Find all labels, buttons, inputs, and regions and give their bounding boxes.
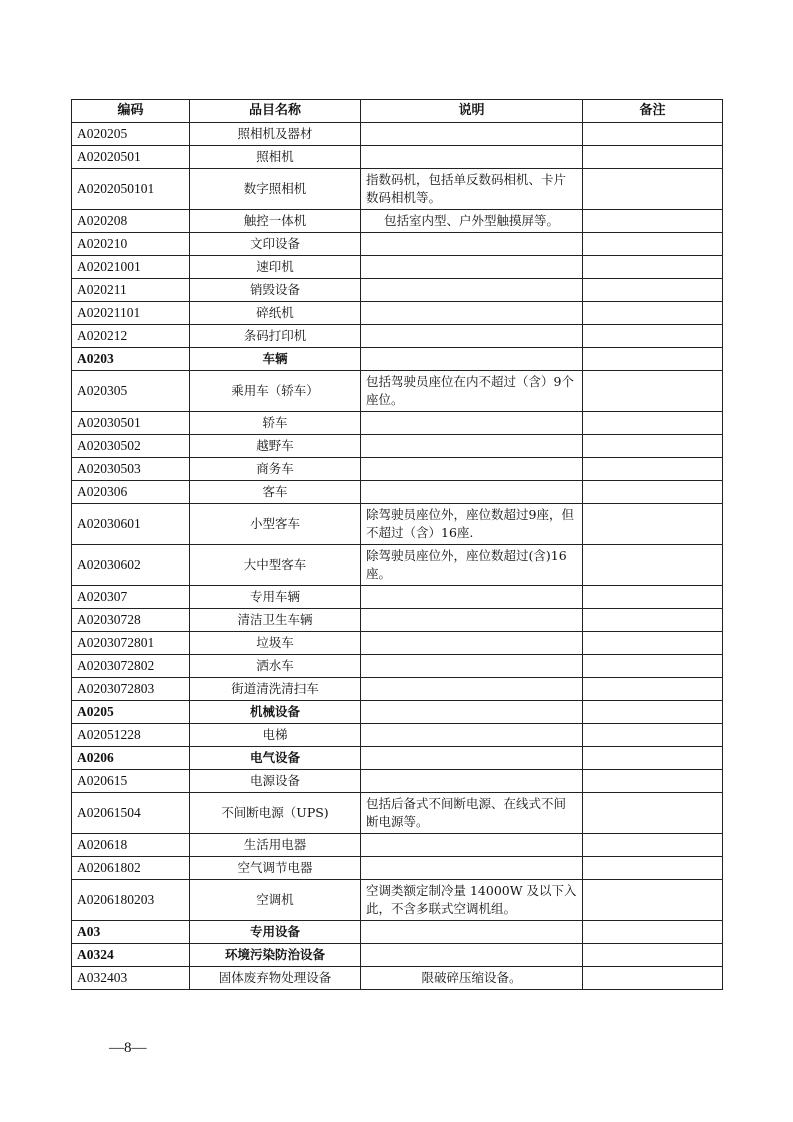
description-cell: 限破碎压缩设备。 xyxy=(361,967,583,990)
item-code-cell: A02021001 xyxy=(72,256,190,279)
item-name-cell: 空气调节电器 xyxy=(190,857,361,880)
table-row xyxy=(72,435,723,458)
description-cell xyxy=(361,701,583,724)
description-cell xyxy=(361,632,583,655)
table-row xyxy=(72,678,723,701)
item-code-cell: A020212 xyxy=(72,325,190,348)
item-code-cell: A02061802 xyxy=(72,857,190,880)
catalog-table xyxy=(71,99,723,990)
table-header-row xyxy=(72,100,723,123)
description-cell xyxy=(361,481,583,504)
item-code-cell: A0203072803 xyxy=(72,678,190,701)
table-row xyxy=(72,793,723,834)
remarks-cell xyxy=(583,880,723,921)
description-cell xyxy=(361,857,583,880)
item-code-cell: A02030602 xyxy=(72,545,190,586)
table-row xyxy=(72,967,723,990)
remarks-cell xyxy=(583,169,723,210)
remarks-cell xyxy=(583,504,723,545)
remarks-cell xyxy=(583,435,723,458)
description-cell xyxy=(361,944,583,967)
item-name-cell: 环境污染防治设备 xyxy=(190,944,361,967)
description-cell xyxy=(361,233,583,256)
item-code-cell: A0324 xyxy=(72,944,190,967)
remarks-cell xyxy=(583,701,723,724)
remarks-cell xyxy=(583,481,723,504)
remarks-cell xyxy=(583,325,723,348)
item-code-cell: A02030728 xyxy=(72,609,190,632)
remarks-cell xyxy=(583,793,723,834)
description-cell: 指数码机，包括单反数码相机、卡片数码相机等。 xyxy=(361,169,583,210)
remarks-cell xyxy=(583,256,723,279)
description-cell xyxy=(361,724,583,747)
description-cell xyxy=(361,412,583,435)
item-code-cell: A03 xyxy=(72,921,190,944)
remarks-cell xyxy=(583,655,723,678)
table-row xyxy=(72,458,723,481)
table-row xyxy=(72,146,723,169)
item-name-cell: 照相机 xyxy=(190,146,361,169)
table-row xyxy=(72,880,723,921)
item-name-cell: 大中型客车 xyxy=(190,545,361,586)
item-code-cell: A0203072801 xyxy=(72,632,190,655)
item-name-cell: 越野车 xyxy=(190,435,361,458)
remarks-cell xyxy=(583,609,723,632)
remarks-cell xyxy=(583,586,723,609)
remarks-cell xyxy=(583,921,723,944)
item-name-cell: 速印机 xyxy=(190,256,361,279)
item-name-cell: 客车 xyxy=(190,481,361,504)
item-name-cell: 清洁卫生车辆 xyxy=(190,609,361,632)
page-number: —8— xyxy=(109,1040,147,1056)
remarks-cell xyxy=(583,302,723,325)
category-row xyxy=(72,348,723,371)
remarks-cell xyxy=(583,279,723,302)
item-code-cell: A02051228 xyxy=(72,724,190,747)
category-row xyxy=(72,921,723,944)
header-code: 编码 xyxy=(72,100,190,123)
remarks-cell xyxy=(583,146,723,169)
remarks-cell xyxy=(583,857,723,880)
item-name-cell: 专用车辆 xyxy=(190,586,361,609)
item-name-cell: 生活用电器 xyxy=(190,834,361,857)
header-description: 说明 xyxy=(361,100,583,123)
description-cell xyxy=(361,123,583,146)
table-row xyxy=(72,210,723,233)
item-code-cell: A020306 xyxy=(72,481,190,504)
item-code-cell: A02030501 xyxy=(72,412,190,435)
item-code-cell: A032403 xyxy=(72,967,190,990)
item-code-cell: A02061504 xyxy=(72,793,190,834)
item-code-cell: A02030503 xyxy=(72,458,190,481)
item-code-cell: A02020501 xyxy=(72,146,190,169)
item-name-cell: 垃圾车 xyxy=(190,632,361,655)
remarks-cell xyxy=(583,770,723,793)
table-row xyxy=(72,724,723,747)
item-name-cell: 专用设备 xyxy=(190,921,361,944)
remarks-cell xyxy=(583,458,723,481)
remarks-cell xyxy=(583,123,723,146)
description-cell xyxy=(361,678,583,701)
remarks-cell xyxy=(583,412,723,435)
category-row xyxy=(72,747,723,770)
item-name-cell: 触控一体机 xyxy=(190,210,361,233)
item-name-cell: 小型客车 xyxy=(190,504,361,545)
item-name-cell: 文印设备 xyxy=(190,233,361,256)
description-cell xyxy=(361,325,583,348)
description-cell: 空调类额定制冷量 14000W 及以下入此，不含多联式空调机组。 xyxy=(361,880,583,921)
item-name-cell: 照相机及器材 xyxy=(190,123,361,146)
item-code-cell: A0202050101 xyxy=(72,169,190,210)
item-name-cell: 数字照相机 xyxy=(190,169,361,210)
item-name-cell: 电气设备 xyxy=(190,747,361,770)
item-name-cell: 条码打印机 xyxy=(190,325,361,348)
description-cell xyxy=(361,609,583,632)
remarks-cell xyxy=(583,724,723,747)
item-code-cell: A020210 xyxy=(72,233,190,256)
item-code-cell: A0203 xyxy=(72,348,190,371)
item-code-cell: A020307 xyxy=(72,586,190,609)
table-row xyxy=(72,302,723,325)
item-name-cell: 碎纸机 xyxy=(190,302,361,325)
item-code-cell: A020205 xyxy=(72,123,190,146)
remarks-cell xyxy=(583,210,723,233)
table-row xyxy=(72,586,723,609)
table-row xyxy=(72,857,723,880)
item-code-cell: A020211 xyxy=(72,279,190,302)
remarks-cell xyxy=(583,747,723,770)
item-name-cell: 机械设备 xyxy=(190,701,361,724)
description-cell xyxy=(361,834,583,857)
description-cell xyxy=(361,458,583,481)
item-code-cell: A02030601 xyxy=(72,504,190,545)
description-cell xyxy=(361,921,583,944)
header-remarks: 备注 xyxy=(583,100,723,123)
description-cell xyxy=(361,146,583,169)
description-cell xyxy=(361,586,583,609)
remarks-cell xyxy=(583,233,723,256)
item-name-cell: 乘用车（轿车） xyxy=(190,371,361,412)
item-code-cell: A0206 xyxy=(72,747,190,770)
item-name-cell: 街道清洗清扫车 xyxy=(190,678,361,701)
table-row xyxy=(72,632,723,655)
item-name-cell: 电源设备 xyxy=(190,770,361,793)
description-cell xyxy=(361,348,583,371)
table-row xyxy=(72,123,723,146)
description-cell: 除驾驶员座位外，座位数超过9座，但不超过（含）16座. xyxy=(361,504,583,545)
item-name-cell: 商务车 xyxy=(190,458,361,481)
remarks-cell xyxy=(583,967,723,990)
remarks-cell xyxy=(583,834,723,857)
item-code-cell: A020615 xyxy=(72,770,190,793)
remarks-cell xyxy=(583,632,723,655)
description-cell: 包括后备式不间断电源、在线式不间断电源等。 xyxy=(361,793,583,834)
remarks-cell xyxy=(583,348,723,371)
description-cell xyxy=(361,747,583,770)
item-code-cell: A02030502 xyxy=(72,435,190,458)
category-row xyxy=(72,944,723,967)
item-code-cell: A0203072802 xyxy=(72,655,190,678)
item-code-cell: A02021101 xyxy=(72,302,190,325)
item-name-cell: 销毁设备 xyxy=(190,279,361,302)
table-row xyxy=(72,545,723,586)
item-name-cell: 固体废弃物处理设备 xyxy=(190,967,361,990)
table-row xyxy=(72,609,723,632)
header-item-name: 品目名称 xyxy=(190,100,361,123)
remarks-cell xyxy=(583,678,723,701)
description-cell: 包括室内型、户外型触摸屏等。 xyxy=(361,210,583,233)
item-name-cell: 不间断电源（UPS) xyxy=(190,793,361,834)
item-code-cell: A0206180203 xyxy=(72,880,190,921)
table-row xyxy=(72,770,723,793)
description-cell xyxy=(361,279,583,302)
item-name-cell: 轿车 xyxy=(190,412,361,435)
item-code-cell: A020208 xyxy=(72,210,190,233)
table-row xyxy=(72,412,723,435)
description-cell xyxy=(361,435,583,458)
table-row xyxy=(72,256,723,279)
item-name-cell: 洒水车 xyxy=(190,655,361,678)
description-cell xyxy=(361,256,583,279)
table-row xyxy=(72,169,723,210)
table-row xyxy=(72,504,723,545)
remarks-cell xyxy=(583,944,723,967)
table-row xyxy=(72,655,723,678)
item-code-cell: A020618 xyxy=(72,834,190,857)
description-cell xyxy=(361,770,583,793)
remarks-cell xyxy=(583,545,723,586)
table-row xyxy=(72,325,723,348)
description-cell xyxy=(361,655,583,678)
item-name-cell: 电梯 xyxy=(190,724,361,747)
description-cell: 除驾驶员座位外，座位数超过(含)16座。 xyxy=(361,545,583,586)
description-cell xyxy=(361,302,583,325)
item-name-cell: 车辆 xyxy=(190,348,361,371)
category-row xyxy=(72,701,723,724)
item-code-cell: A0205 xyxy=(72,701,190,724)
description-cell: 包括驾驶员座位在内不超过（含）9个座位。 xyxy=(361,371,583,412)
table-row xyxy=(72,279,723,302)
item-code-cell: A020305 xyxy=(72,371,190,412)
item-name-cell: 空调机 xyxy=(190,880,361,921)
table-row xyxy=(72,371,723,412)
table-row xyxy=(72,481,723,504)
table-body xyxy=(72,123,723,990)
table-row xyxy=(72,233,723,256)
remarks-cell xyxy=(583,371,723,412)
table-row xyxy=(72,834,723,857)
